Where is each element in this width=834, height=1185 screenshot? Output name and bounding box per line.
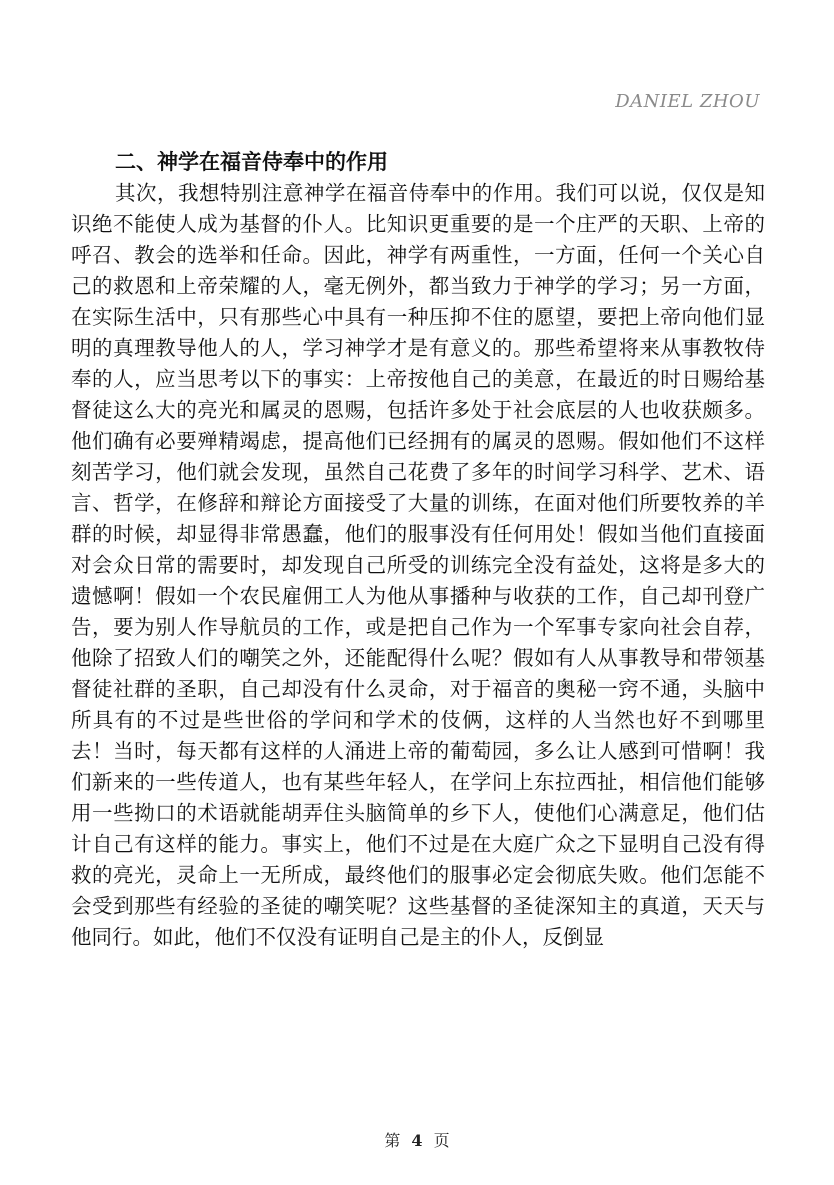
page-number: 4 xyxy=(411,1131,423,1150)
page-footer xyxy=(0,1128,834,1151)
page-label-suffix: 页 xyxy=(433,1131,450,1150)
page-label-prefix: 第 xyxy=(384,1131,401,1150)
section-heading: 二、神学在福音侍奉中的作用 xyxy=(115,150,388,174)
body-paragraph: 其次，我想特别注意神学在福音侍奉中的作用。我们可以说，仅仅是知识绝不能使人成为基督的仆人。比知识更重要的是一个庄严的天职、上帝的呼召、教会的选举和任命。因此，神学有两重性，一方面，任何一个关心自己的救恩和上帝荣耀的人，毫无例外，都当致力于神学的学习；另一方面，在实际生活中，只有那些心中具有一种压抑不住的愿望，要把上帝向他们显明的真理教导他人的人，学习神学才是有意义的。那些希望将来从事教牧侍奉的人，应当思考以下的事实：上帝按他自己的美意，在最近的时日赐给基督徒这么大的亮光和属灵的恩赐，包括许多处于社会底层的人也收获颇多。他们确有必要殚精竭虑，提高他们已经拥有的属灵的恩赐。假如他们不这样刻苦学习，他们就会发现，虽然自己花费了多年的时间学习科学、艺术、语言、哲学，在修辞和辩论方面接受了大量的训练，在面对他们所要牧养的羊群的时候，却显得非常愚蠢，他们的服事没有任何用处！假如当他们直接面对会众日常的需要时，却发现自己所受的训练完全没有益处，这将是多大的遗憾啊！假如一个农民雇佣工人为他从事播种与收获的工作，自己却刊登广告，要为别人作导航员的工作，或是把自己作为一个军事专家向社会自荐，他除了招致人们的嘲笑之外，还能配得什么呢？假如有人从事教导和带领基督徒社群的圣职，自己却没有什么灵命，对于福音的奥秘一窍不通，头脑中所具有的不过是些世俗的学问和学术的伎俩，这样的人当然也好不到哪里去！当时，每天都有这样的人涌进上帝的葡萄园，多么让人感到可惜啊！我们新来的一些传道人，也有某些年轻人，在学问上东拉西扯，相信他们能够用一些拗口的术语就能胡弄住头脑简单的乡下人，使他们心满意足，他们估计自己有这样的能力。事实上，他们不过是在大庭广众之下显明自己没有得救的亮光，灵命上一无所成，最终他们的服事必定会彻底失败。他们怎能不会受到那些有经验的圣徒的嘲笑呢？这些基督的圣徒深知主的真道，天天与他同行。如此，他们不仅没有证明自己是主的仆人，反倒显 xyxy=(71,181,765,949)
page-content xyxy=(71,147,765,953)
running-header-author: DANIEL ZHOU xyxy=(615,91,760,112)
